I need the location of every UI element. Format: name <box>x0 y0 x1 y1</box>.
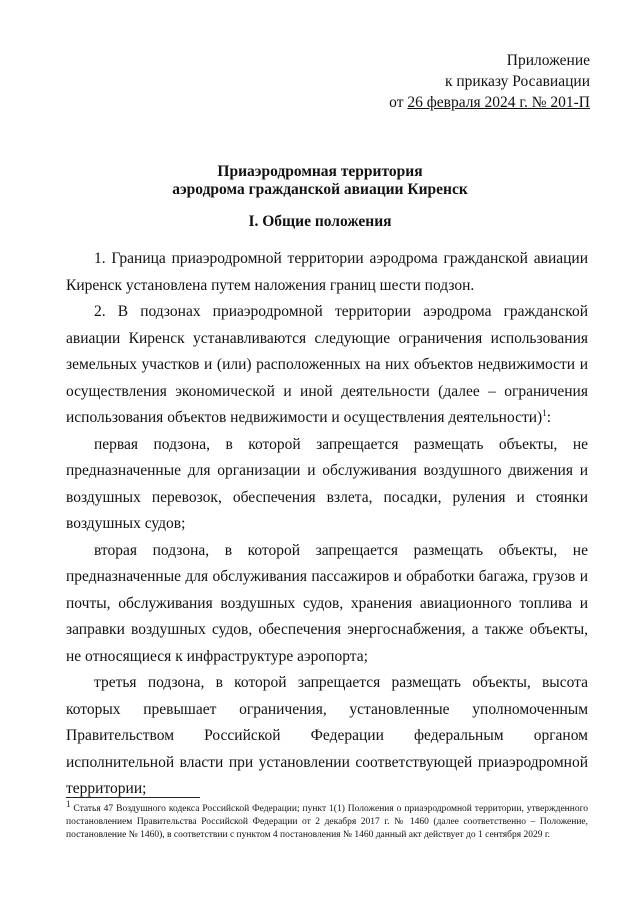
appendix-date: 26 февраля 2024 г. <box>407 94 528 111</box>
title-line-1: Приаэродромная территория <box>217 163 423 180</box>
paragraph-subzone-1: первая подзона, в которой запрещается размещать объекты, не предназначенные для организации и обслуживания воздушного движения и воздушных перевозок, обеспечения взлета, посадки, руления и стоянки воздушных судов; <box>66 435 588 532</box>
footnote-marker: 1 <box>66 798 71 809</box>
appendix-number-sign: № <box>527 94 551 111</box>
appendix-line-1: Приложение <box>506 52 590 69</box>
footnote <box>66 798 588 842</box>
paragraph-2-colon: : <box>546 409 552 426</box>
appendix-number: 201-П <box>550 94 590 111</box>
paragraph-2-text: 2. В подзонах приаэродромной территории аэродрома гражданской авиации Киренск устанавливаются следующие ограничения использования земельных участков и (или) расположенных на них объектов недвижимости и осуществления экономической и иной деятельности (далее – ограничения использования объектов недвижимости и осуществления деятельности) <box>66 303 588 426</box>
appendix-line-3 <box>350 92 590 113</box>
section-heading: I. Общие положения <box>248 213 392 230</box>
title-line-2: аэродрома гражданской авиации Киренск <box>172 181 468 198</box>
appendix-line-2: к приказу Росавиации <box>444 73 590 90</box>
paragraph-1: 1. Граница приаэродромной территории аэродрома гражданской авиации Киренск установлена путем наложения границ шести подзон. <box>66 250 588 294</box>
paragraph-subzone-3: третья подзона, в которой запрещается размещать объекты, высота которых превышает ограничения, установленные уполномоченным Правительством Российской Федерации федеральным органом исполнительной власти при установлении соответствующей приаэродромной территории; <box>66 674 588 797</box>
paragraph-2 <box>66 299 588 432</box>
appendix-header <box>350 50 590 113</box>
appendix-prefix: от <box>389 94 408 111</box>
footnote-text: Статья 47 Воздушного кодекса Российской Федерации; пункт 1(1) Положения о приаэродромной территории, утвержденного постановлением Правительства Российской Федерации от 2 декабря 2017 г. № 1460 (далее соответственно – Положение, постановление № 1460), в соответствии с пунктом 4 постановления № 1460 данный акт действует до 1 сентября 2029 г. <box>66 804 588 840</box>
document-body <box>66 246 588 803</box>
footnote-reference: 1 <box>542 407 547 418</box>
document-title <box>60 163 580 199</box>
footnote-divider <box>66 797 200 798</box>
paragraph-subzone-2: вторая подзона, в которой запрещается размещать объекты, не предназначенные для обслуживания пассажиров и обработки багажа, грузов и почты, обслуживания воздушных судов, хранения авиационного топлива и заправки воздушных судов, обеспечения энергоснабжения, а также объекты, не относящиеся к инфраструктуре аэропорта; <box>66 541 588 665</box>
